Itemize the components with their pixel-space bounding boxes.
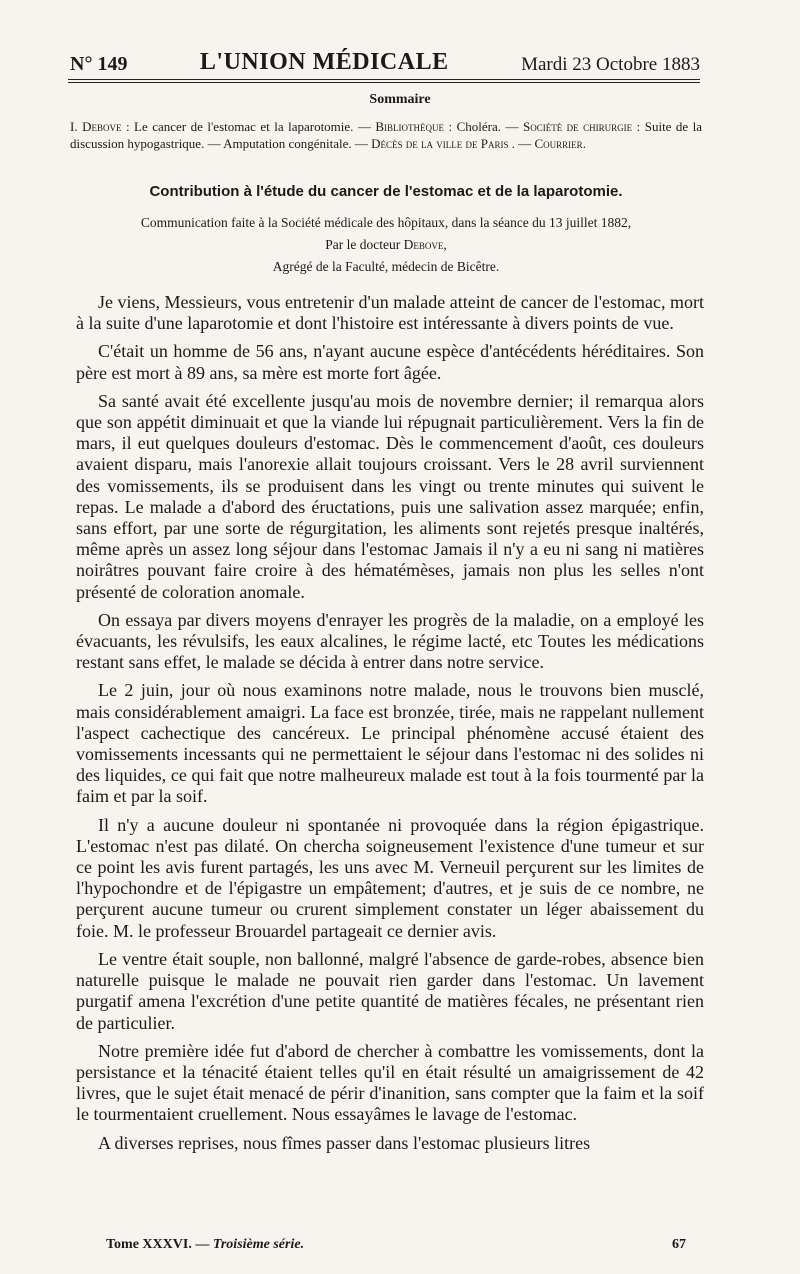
footer-series: Troisième série.	[212, 1237, 305, 1252]
sommaire-item-text: : Suite de la discussion hypogastrique. — Amputation congénitale. —	[70, 119, 703, 151]
header-rule	[68, 79, 700, 80]
paragraph: A diverses reprises, nous fîmes passer dans l'estomac plusieurs litres	[98, 1132, 591, 1153]
sommaire-author: Debove	[82, 119, 122, 134]
article-byline	[70, 212, 702, 278]
paragraph: Notre première idée fut d'abord de chercher à combattre les vomissements, dont la persistance et la ténacité étaient telles qu'il en était résulté un amaigrissement de 42 livres, que le sujet était menacé de périr d'inanition, sans compter que la faim et la soif le tourmentaient cruellement. Nous essayâmes le lavage de l'estomac.	[76, 1040, 704, 1125]
article-title: Contribution à l'étude du cancer de l'estomac et de la laparotomie.	[149, 183, 623, 200]
sommaire-title: Sommaire	[369, 92, 431, 107]
footer-volume-line: Tome XXXVI. — Troisième série.	[106, 1237, 305, 1252]
running-header	[70, 40, 700, 76]
footer-volume: Tome XXXVI.	[106, 1237, 192, 1252]
page-number: 67	[672, 1237, 686, 1252]
issue-date: Mardi 23 Octobre 1883	[521, 54, 700, 75]
paragraph: C'était un homme de 56 ans, n'ayant aucune espèce d'antécédents héréditaires. Son père est mort à 89 ans, sa mère est morte fort âgée.	[76, 341, 704, 383]
author-line	[70, 234, 702, 256]
communication-note: Communication faite à la Société médicale des hôpitaux, dans la séance du 13 juillet 1882,	[140, 215, 632, 230]
header-rule-double	[68, 82, 700, 83]
sommaire-item-text: .	[582, 136, 586, 151]
author-affiliation: Agrégé de la Faculté, médecin de Bicêtre.	[272, 259, 500, 274]
journal-title: L'UNION MÉDICALE	[199, 49, 449, 75]
author-prefix: Par le docteur	[325, 237, 401, 252]
sommaire-label: Bibliothèque	[375, 119, 445, 134]
article-body	[76, 292, 704, 1161]
sommaire-item-text: : Le cancer de l'estomac et la laparotomie. —	[125, 119, 371, 134]
page-footer	[106, 1237, 686, 1253]
paragraph: On essaya par divers moyens d'enrayer les progrès de la maladie, on a employé les évacuants, les révulsifs, les eaux alcalines, le régime lacté, etc Toutes les médications restant sans effet, le malade se décida à entrer dans notre service.	[76, 609, 704, 673]
author-suffix: ,	[443, 237, 447, 252]
paragraph: Je viens, Messieurs, vous entretenir d'un malade atteint de cancer de l'estomac, mort à la suite d'une laparotomie et dont l'histoire est intéressante à divers points de vue.	[76, 292, 704, 334]
paragraph: Le ventre était souple, non ballonné, malgré l'absence de garde-robes, absence bien naturelle puisque le malade ne pouvait rien garder dans l'estomac. Un lavement purgatif amena l'excrétion d'une petite quantité de matières fécales, ne présentant rien de particulier.	[76, 948, 704, 1033]
sommaire-item-text: : Choléra. —	[448, 119, 519, 134]
sommaire-item-text: . —	[511, 136, 532, 151]
sommaire-contents	[70, 118, 702, 152]
sommaire-item-number: I.	[70, 119, 78, 134]
sommaire-label: Société de chirurgie	[522, 119, 633, 134]
sommaire-label: Décès de la ville de Paris	[371, 136, 509, 151]
paragraph: Le 2 juin, jour où nous examinons notre malade, nous le trouvons bien musclé, mais considérablement amaigri. La face est bronzée, tirée, mais ne rappelant nullement l'aspect cachectique des cancéreux. Le principal phénomène accusé étaient des vomissements incessants qui ne permettaient le séjour dans l'estomac ni des solides ni des liquides, ce qui fait que notre malheureux malade est tout à la fois tourmenté par la faim et par la soif.	[76, 680, 704, 807]
paragraph: Sa santé avait été excellente jusqu'au mois de novembre dernier; il remarqua alors que son appétit diminuait et que la viande lui répugnait particulièrement. Vers la fin de mars, il eut quelques douleurs d'estomac. Dès le commencement d'août, ces douleurs avaient disparu, mais l'anorexie allait toujours croissant. Vers le 28 avril surviennent des vomissements, ils se produisent dans les vingt ou trente minutes qui suivent le repas. Le malade a d'abord des éructations, puis une salivation assez marquée; enfin, sans effort, par une sorte de régurgitation, les aliments sont rejetés presque inaltérés, même après un assez long séjour dans l'estomac Jamais il n'y a eu ni sang ni matières noirâtres pouvant faire croire à des hématémèses, jamais non plus les selles n'ont présenté de coloration anomale.	[76, 390, 704, 602]
paragraph: Il n'y a aucune douleur ni spontanée ni provoquée dans la région épigastrique. L'estomac n'est pas dilaté. On chercha soigneusement l'existence d'une tumeur et sur ce point les avis furent partagés, les uns avec M. Verneuil perçurent sur les limites de l'hypochondre et de l'épigastre un empâtement; d'autres, et je suis de ce nombre, ne perçurent aucune tumeur ou crurent simplement constater un léger abaissement du foie. M. le professeur Brouardel partageait ce dernier avis.	[76, 814, 704, 941]
issue-number: N° 149	[70, 53, 128, 75]
sommaire-label: Courrier	[534, 136, 583, 151]
author-name: Debove	[403, 237, 444, 252]
